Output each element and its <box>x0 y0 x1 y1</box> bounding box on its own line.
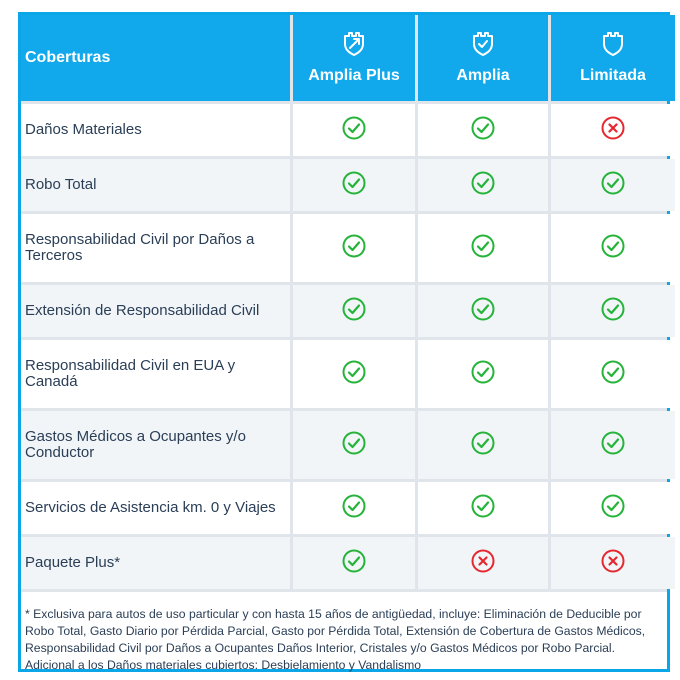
check-circle-icon <box>342 234 366 263</box>
coverage-mark-cell <box>293 214 415 282</box>
check-circle-icon <box>342 431 366 460</box>
coverage-mark-cell <box>418 159 548 211</box>
check-circle-icon <box>471 431 495 460</box>
header-plan-label: Amplia <box>456 67 510 84</box>
check-circle-icon <box>342 360 366 389</box>
header-plan-label: Limitada <box>580 67 646 84</box>
coverage-mark-cell <box>551 214 675 282</box>
coverage-label: Gastos Médicos a Ocupantes y/o Conductor <box>21 411 290 479</box>
check-circle-icon <box>601 360 625 389</box>
coverage-table-frame <box>18 12 670 672</box>
coverage-mark-cell <box>293 482 415 534</box>
check-circle-icon <box>471 234 495 263</box>
header-plan-limitada <box>551 15 675 101</box>
check-circle-icon <box>471 360 495 389</box>
check-circle-icon <box>601 431 625 460</box>
coverage-table <box>21 15 667 589</box>
coverage-mark-cell <box>551 482 675 534</box>
coverage-label: Paquete Plus* <box>21 537 290 589</box>
check-circle-icon <box>601 494 625 523</box>
coverage-mark-cell <box>293 411 415 479</box>
coverage-mark-cell <box>293 340 415 408</box>
header-plan-label: Amplia Plus <box>308 67 400 84</box>
cross-circle-icon <box>601 116 625 145</box>
coverage-mark-cell <box>293 537 415 589</box>
header-plan-amplia <box>418 15 548 101</box>
check-circle-icon <box>471 171 495 200</box>
header-coberturas-label: Coberturas <box>25 49 111 66</box>
coverage-mark-cell <box>418 104 548 156</box>
coverage-label: Servicios de Asistencia km. 0 y Viajes <box>21 482 290 534</box>
coverage-label: Responsabilidad Civil en EUA y Canadá <box>21 340 290 408</box>
check-circle-icon <box>471 116 495 145</box>
coverage-mark-cell <box>551 537 675 589</box>
footnote: * Exclusiva para autos de uso particular y con hasta 15 años de antigüedad, incluye: Eliminación de Deducible por Robo Total, Gasto Diario por Pérdida Parcial, Gasto por Pérdida Total, Extensión de Cobertura de Gastos Médicos, Responsabilidad Civil por Daños a Ocupantes Daños Interior, Cristales y/o Gastos Médicos por Robo Parcial. Adicional a los Daños materiales cubiertos: Desbielamiento y Vandalismo <box>21 589 667 674</box>
shield-arrow-icon <box>342 31 366 57</box>
check-circle-icon <box>601 297 625 326</box>
header-plan-amplia-plus <box>293 15 415 101</box>
coverage-label: Extensión de Responsabilidad Civil <box>21 285 290 337</box>
check-circle-icon <box>342 549 366 578</box>
coverage-mark-cell <box>418 214 548 282</box>
coverage-mark-cell <box>551 159 675 211</box>
coverage-label: Daños Materiales <box>21 104 290 156</box>
coverage-mark-cell <box>293 285 415 337</box>
coverage-mark-cell <box>418 537 548 589</box>
coverage-mark-cell <box>551 104 675 156</box>
coverage-mark-cell <box>418 340 548 408</box>
check-circle-icon <box>342 297 366 326</box>
check-circle-icon <box>601 171 625 200</box>
check-circle-icon <box>342 494 366 523</box>
coverage-label: Responsabilidad Civil por Daños a Terceros <box>21 214 290 282</box>
shield-check-icon <box>471 31 495 57</box>
check-circle-icon <box>471 297 495 326</box>
coverage-mark-cell <box>418 285 548 337</box>
coverage-mark-cell <box>418 411 548 479</box>
coverage-mark-cell <box>293 104 415 156</box>
coverage-mark-cell <box>551 340 675 408</box>
header-coberturas <box>21 15 290 101</box>
coverage-label: Robo Total <box>21 159 290 211</box>
coverage-mark-cell <box>551 285 675 337</box>
check-circle-icon <box>342 116 366 145</box>
check-circle-icon <box>471 494 495 523</box>
check-circle-icon <box>342 171 366 200</box>
check-circle-icon <box>601 234 625 263</box>
coverage-mark-cell <box>551 411 675 479</box>
coverage-mark-cell <box>418 482 548 534</box>
coverage-mark-cell <box>293 159 415 211</box>
cross-circle-icon <box>471 549 495 578</box>
cross-circle-icon <box>601 549 625 578</box>
shield-plain-icon <box>601 31 625 57</box>
